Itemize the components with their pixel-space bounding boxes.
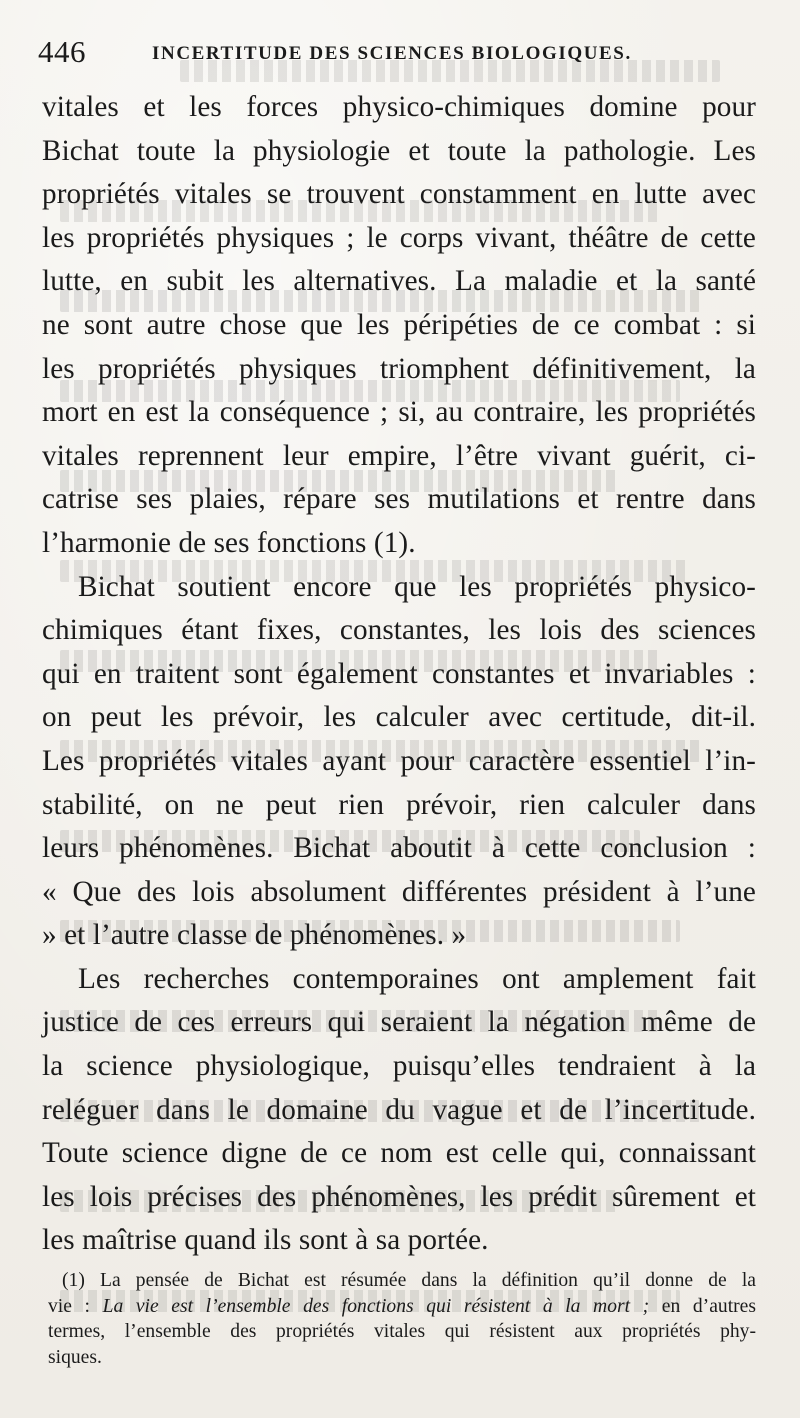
text-line: Bichat toute la physiologie et toute la pathologie. Les xyxy=(42,134,756,167)
paragraph-1 xyxy=(42,86,756,566)
text-line: Toute science digne de ce nom est celle qui, connaissant xyxy=(42,1137,756,1170)
text-line: les lois précises des phénomènes, les prédit sûrement et xyxy=(42,1180,756,1213)
footnote-line: (1) La pensée de Bichat est résumée dans la définition qu’il donne de la xyxy=(62,1270,756,1291)
footnote-line: termes, l’ensemble des propriétés vitales qui résistent aux propriétés phy- xyxy=(48,1321,756,1342)
text-line: vitales et les forces physico-chimiques domine pour xyxy=(42,91,756,123)
running-head: INCERTITUDE DES SCIENCES BIOLOGIQUES. xyxy=(152,43,632,64)
footnote-text: vie : xyxy=(48,1295,103,1317)
text-line: « Que des lois absolument différentes président à l’une xyxy=(42,875,756,908)
text-line: Les recherches contemporaines ont amplement fait xyxy=(78,962,756,995)
page-number: 446 xyxy=(38,34,86,69)
text-line: les propriétés physiques ; le corps vivant, théâtre de cette xyxy=(42,221,756,254)
body-text xyxy=(42,86,756,1263)
text-line: vitales reprennent leur empire, l’être vivant guérit, ci- xyxy=(42,439,756,472)
text-line: lutte, en subit les alternatives. La maladie et la santé xyxy=(42,265,756,298)
text-line: chimiques étant fixes, constantes, les lois des sciences xyxy=(42,614,756,647)
text-line: les propriétés physiques triomphent définitivement, la xyxy=(42,352,756,385)
footnote-line: siques. xyxy=(48,1346,102,1368)
text-line: Les propriétés vitales ayant pour caractère essentiel l’in- xyxy=(42,744,756,777)
text-line: on peut les prévoir, les calculer avec certitude, dit-il. xyxy=(42,701,756,734)
text-line: propriétés vitales se trouvent constamment en lutte avec xyxy=(42,178,756,211)
text-line: qui en traitent sont également constantes et invariables : xyxy=(42,657,756,690)
text-line: reléguer dans le domaine du vague et de l’incertitude. xyxy=(42,1093,756,1126)
text-line: la science physiologique, puisqu’elles tendraient à la xyxy=(42,1050,756,1083)
paragraph-2 xyxy=(42,566,756,958)
paragraph-3 xyxy=(42,958,756,1263)
text-line: stabilité, on ne peut rien prévoir, rien calculer dans xyxy=(42,788,756,821)
text-line: Bichat soutient encore que les propriétés physico- xyxy=(78,570,756,603)
footnote-text: en d’autres xyxy=(649,1295,756,1317)
footnote xyxy=(48,1268,756,1370)
text-line: l’harmonie de ses fonctions (1). xyxy=(42,526,416,559)
footnote-quotation: La vie est l’ensemble des fonctions qui résistent à la mort ; xyxy=(102,1295,650,1317)
text-line: » et l’autre classe de phénomènes. » xyxy=(42,919,467,952)
text-line: ne sont autre chose que les péripéties de ce combat : si xyxy=(42,308,756,341)
page-header xyxy=(38,34,758,74)
text-line: leurs phénomènes. Bichat aboutit à cette conclusion : xyxy=(42,832,756,865)
text-line: catrise ses plaies, répare ses mutilations et rentre dans xyxy=(42,483,756,516)
text-line: mort en est la conséquence ; si, au contraire, les propriétés xyxy=(42,396,756,429)
text-line: justice de ces erreurs qui seraient la négation même de xyxy=(42,1006,756,1039)
footnote-line xyxy=(48,1294,756,1320)
text-line: les maîtrise quand ils sont à sa portée. xyxy=(42,1224,489,1257)
